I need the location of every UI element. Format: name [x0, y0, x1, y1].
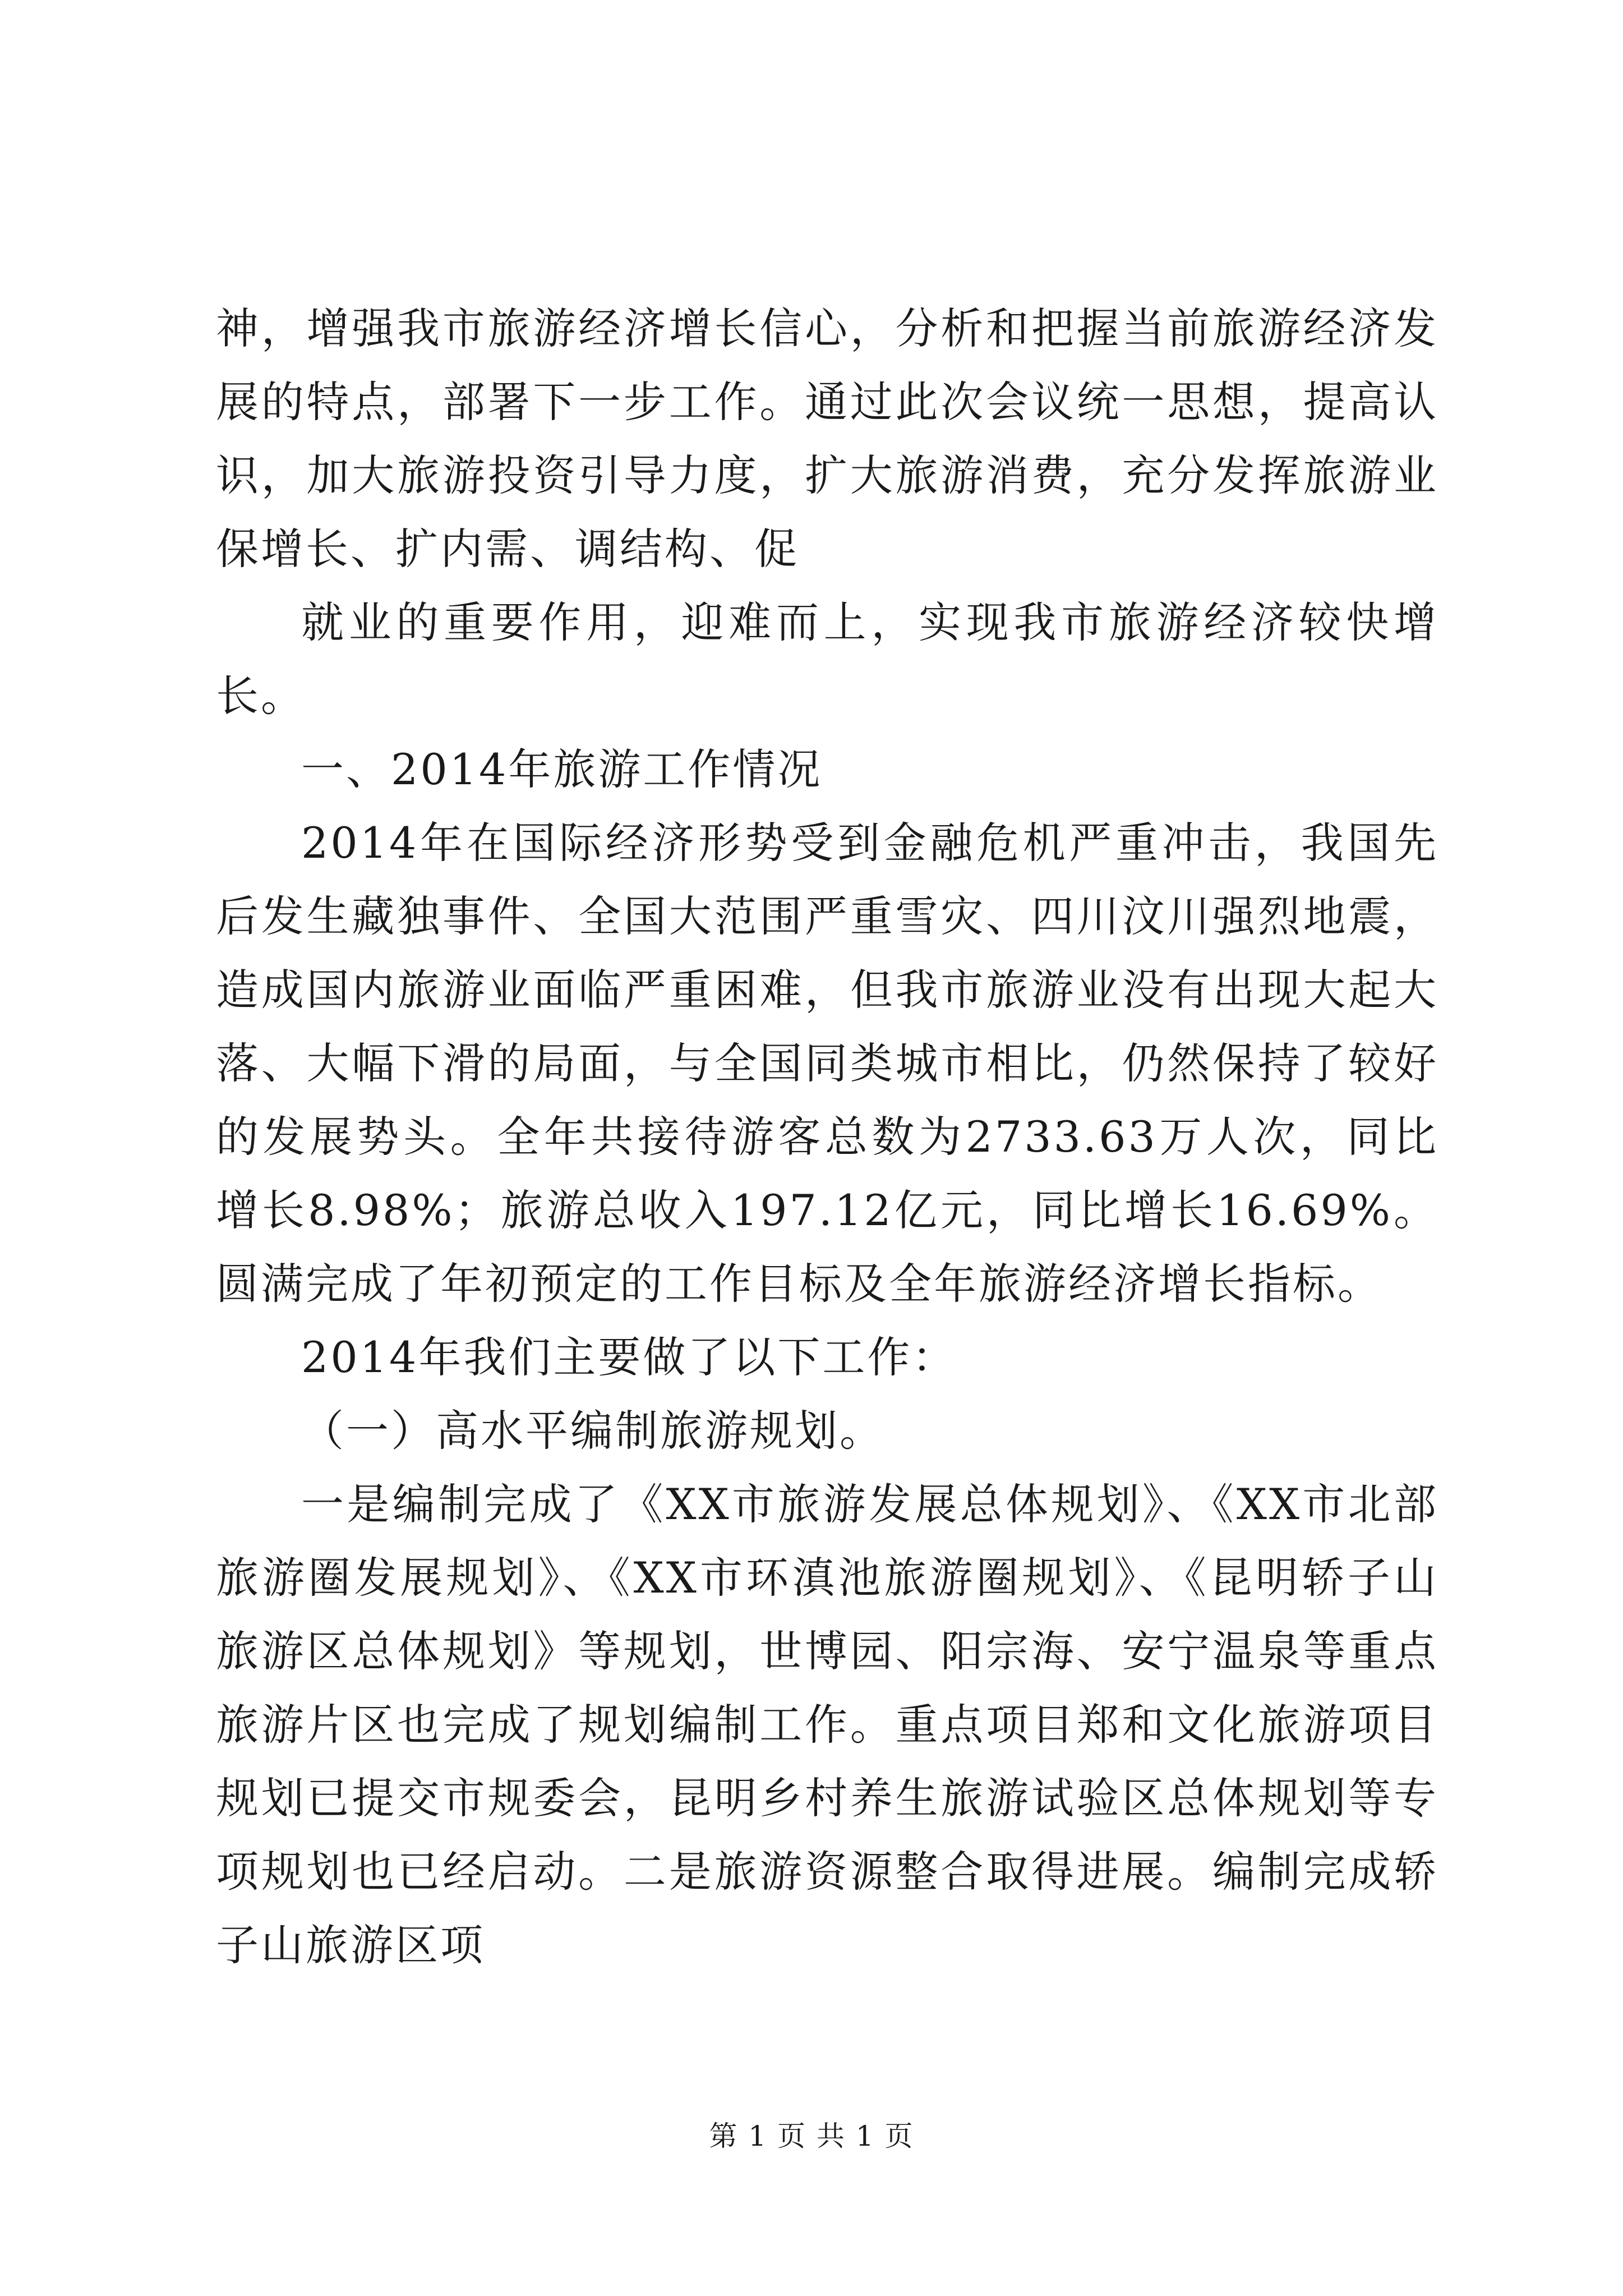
document-body	[216, 292, 1438, 1982]
subsection-heading: （一）高水平编制旅游规划。	[301, 1406, 884, 1456]
paragraph-5: 一是编制完成了《XX市旅游发展总体规划》、《XX市北部旅游圈发展规划》、《XX市环滇池旅游圈规划》、《昆明轿子山旅游区总体规划》等规划，世博园、阳宗海、安宁温泉等重点旅游片区也完成了规划编制工作。重点项目郑和文化旅游项目规划已提交市规委会，昆明乡村养生旅游试验区总体规划等专项规划也已经启动。二是旅游资源整合取得进展。编制完成轿子山旅游区项	[216, 1479, 1438, 1970]
paragraph-4: 2014年我们主要做了以下工作：	[301, 1332, 957, 1382]
paragraph-2: 就业的重要作用，迎难而上，实现我市旅游经济较快增长。	[216, 597, 1438, 721]
paragraph-3: 2014年在国际经济形势受到金融危机严重冲击，我国先后发生藏独事件、全国大范围严重雪灾、四川汶川强烈地震，造成国内旅游业面临严重困难，但我市旅游业没有出现大起大落、大幅下滑的局面，与全国同类城市相比，仍然保持了较好的发展势头。全年共接待游客总数为2733.63万人次，同比增长8.98%；旅游总收入197.12亿元，同比增长16.69%。圆满完成了年初预定的工作目标及全年旅游经济增长指标。	[216, 818, 1438, 1309]
section-heading: 一、2014年旅游工作情况	[301, 744, 823, 794]
page-footer: 第 1 页 共 1 页	[709, 2120, 914, 2152]
paragraph-1: 神，增强我市旅游经济增长信心，分析和把握当前旅游经济发展的特点，部署下一步工作。通过此次会议统一思想，提高认识，加大旅游投资引导力度，扩大旅游消费，充分发挥旅游业保增长、扩内需、调结构、促	[216, 303, 1438, 574]
